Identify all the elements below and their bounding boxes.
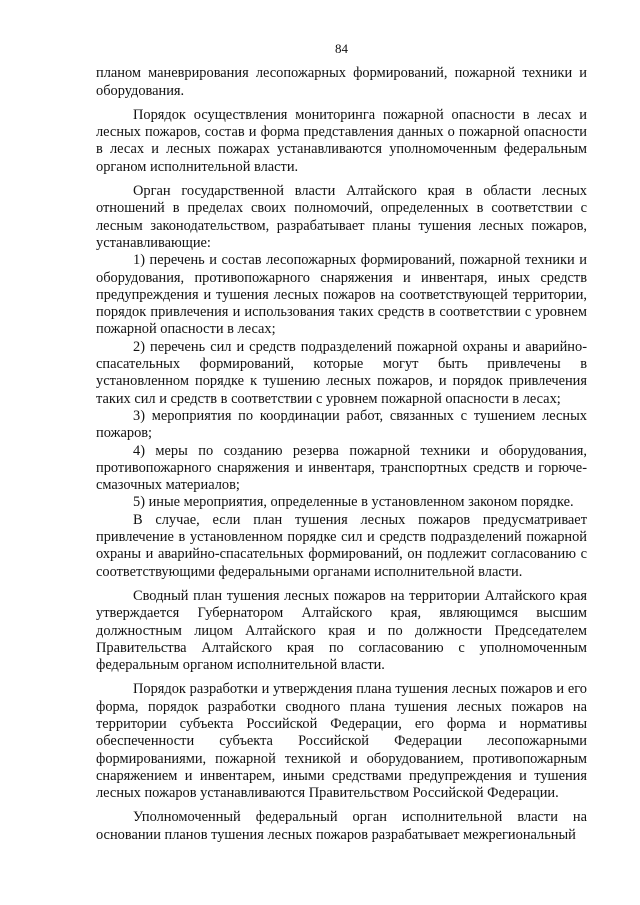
list-item-1: 1) перечень и состав лесопожарных формирований, пожарной техники и оборудования, противопожарного снаряжения и инвентаря, иных средств предупреждения и тушения лесных пожаров на соответствующей территории, порядок привлечения и использования таких средств в соответствии с уровнем пожарной опасности в лесах; xyxy=(96,252,587,338)
paragraph-interregional: Уполномоченный федеральный орган исполнительной власти на основании планов тушения лесных пожаров разрабатывает межрегиональный xyxy=(96,809,587,843)
list-item-2: 2) перечень сил и средств подразделений пожарной охраны и аварийно-спасательных формирований, которые могут быть привлечены в установленном порядке к тушению лесных пожаров, и порядок привлечения таких сил и средств в соответствии с уровнем пожарной опасности в лесах; xyxy=(96,338,587,407)
list-item-4: 4) меры по созданию резерва пожарной техники и оборудования, противопожарного снаряжения и инвентаря, транспортных средств и горюче-смазочных материалов; xyxy=(96,442,587,494)
paragraph-continuation: планом маневрирования лесопожарных формирований, пожарной техники и оборудования. xyxy=(96,65,587,99)
page-number: 84 xyxy=(335,41,348,56)
paragraph-monitoring: Порядок осуществления мониторинга пожарной опасности в лесах и лесных пожаров, состав и форма представления данных о пожарной опасности в лесах и лесных пожарах устанавливаются уполномоченным федеральным органом исполнительной власти. xyxy=(96,106,587,175)
list-item-5: 5) иные мероприятия, определенные в установленном законом порядке. xyxy=(133,494,574,511)
list-item-3: 3) мероприятия по координации работ, связанных с тушением лесных пожаров; xyxy=(96,407,587,442)
paragraph-procedure: Порядок разработки и утверждения плана тушения лесных пожаров и его форма, порядок разработки сводного плана тушения лесных пожаров на территории субъекта Российской Федерации, его форма и нормативы обеспеченности субъекта Российской Федерации лесопожарными формированиями, пожарной техникой и оборудованием, противопожарным снаряжением и инвентарем, иными средствами предупреждения и тушения лесных пожаров устанавливаются Правительством Российской Федерации. xyxy=(96,681,587,802)
paragraph-consolidated-plan: Сводный план тушения лесных пожаров на территории Алтайского края утверждается Губернатором Алтайского края, являющимся высшим должностным лицом Алтайского края и по должности Председателем Правительства Алтайского края по согласованию с уполномоченным федеральным органом исполнительной власти. xyxy=(96,587,587,674)
document-page xyxy=(96,40,587,844)
paragraph-coordination: В случае, если план тушения лесных пожаров предусматривает привлечение в установленном порядке сил и средств подразделений пожарной охраны и аварийно-спасательных формирований, он подлежит согласованию с соответствующими федеральными органами исполнительной власти. xyxy=(96,511,587,580)
paragraph-authority: Орган государственной власти Алтайского края в области лесных отношений в пределах своих полномочий, определенных в соответствии с лесным законодательством, разрабатывает планы тушения лесных пожаров, устанавливающие: xyxy=(96,183,587,251)
